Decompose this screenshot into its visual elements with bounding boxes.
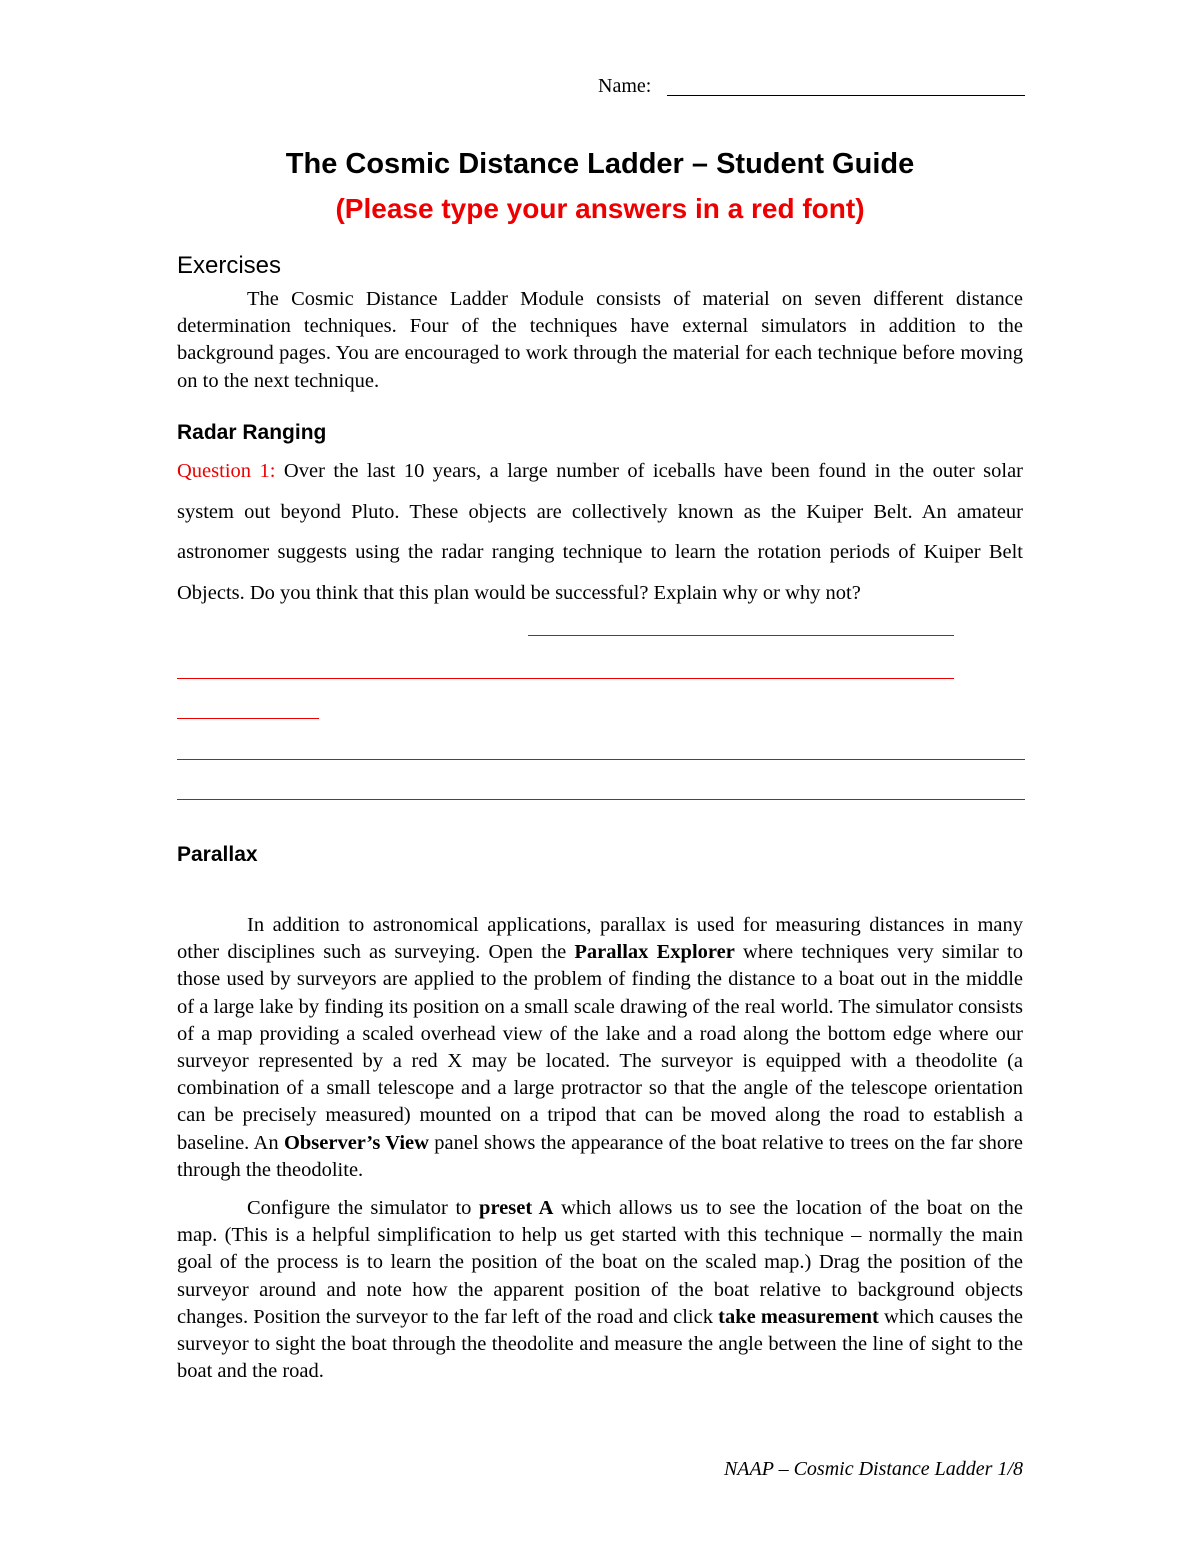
parallax-body <box>177 912 1023 1385</box>
parallax-explorer-term: Parallax Explorer <box>574 941 735 964</box>
page-title: The Cosmic Distance Ladder – Student Guide <box>285 148 915 180</box>
answer-line[interactable] <box>177 759 1025 760</box>
text-run: which causes the surveyor to sight the boat through the theodolite and measure the angle between the line of sight to the boat and the road. <box>177 1305 1023 1383</box>
exercises-heading: Exercises <box>177 252 282 279</box>
text-run: which allows us to see the location of the boat on the map. (This is a helpful simplification to help us get started with this technique – normally the main goal of the process is to learn the position of the boat on the scaled map.) Drag the position of the surveyor around and note how the apparent position of the boat relative to background objects changes. Position the surveyor to the far left of the road and click <box>177 1197 1023 1328</box>
parallax-paragraph-2 <box>177 1195 1023 1385</box>
text-run: panel shows the appearance of the boat relative to trees on the far shore through the theodolite. <box>177 1131 1024 1181</box>
page-subtitle: (Please type your answers in a red font) <box>335 193 865 224</box>
text-run: Configure the simulator to <box>247 1197 480 1220</box>
answer-line[interactable] <box>177 718 319 719</box>
name-blank-line[interactable] <box>667 95 1025 96</box>
observers-view-term: Observer’s View <box>283 1131 429 1154</box>
question-1-label: Question 1: <box>177 460 276 482</box>
parallax-paragraph-1 <box>177 912 1023 1184</box>
page-footer: NAAP – Cosmic Distance Ladder 1/8 <box>723 1458 1023 1480</box>
preset-a-term: preset A <box>479 1197 554 1220</box>
name-label: Name: <box>598 75 652 97</box>
text-run: where techniques very similar to those used by surveyors are applied to the problem of finding the distance to a boat out in the middle of a large lake by finding its position on a small scale drawing of the real world. The simulator consists of a map providing a scaled overhead view of the lake and a road along the bottom edge where our surveyor represented by a red X may be located. The surveyor is equipped with a theodolite (a combination of a small telescope and a large protractor so that the angle of the telescope orientation can be precisely measured) mounted on a tripod that can be moved along the road to establish a baseline. An <box>177 941 1023 1154</box>
radar-ranging-heading: Radar Ranging <box>177 421 327 444</box>
answer-line[interactable] <box>528 635 954 636</box>
text-run: In addition to astronomical applications, parallax is used for measuring distances in many other disciplines such as surveying. Open the <box>177 914 1023 964</box>
answer-line[interactable] <box>177 678 954 679</box>
question-1 <box>177 451 1023 614</box>
answer-line[interactable] <box>177 799 1025 800</box>
parallax-heading: Parallax <box>177 843 258 866</box>
exercises-intro-text: The Cosmic Distance Ladder Module consists of material on seven different distance determination techniques. Four of the techniques have external simulators in addition to the background pages. You are encouraged to work through the material for each technique before moving on to the next technique. <box>177 288 1023 392</box>
question-1-text: Over the last 10 years, a large number of iceballs have been found in the outer solar system out beyond Pluto. These objects are collectively known as the Kuiper Belt. An amateur astronomer suggests using the radar ranging technique to learn the rotation periods of Kuiper Belt Objects. Do you think that this plan would be successful? Explain why or why not? <box>177 460 1024 605</box>
take-measurement-term: take measurement <box>718 1305 879 1328</box>
exercises-intro <box>177 286 1023 395</box>
